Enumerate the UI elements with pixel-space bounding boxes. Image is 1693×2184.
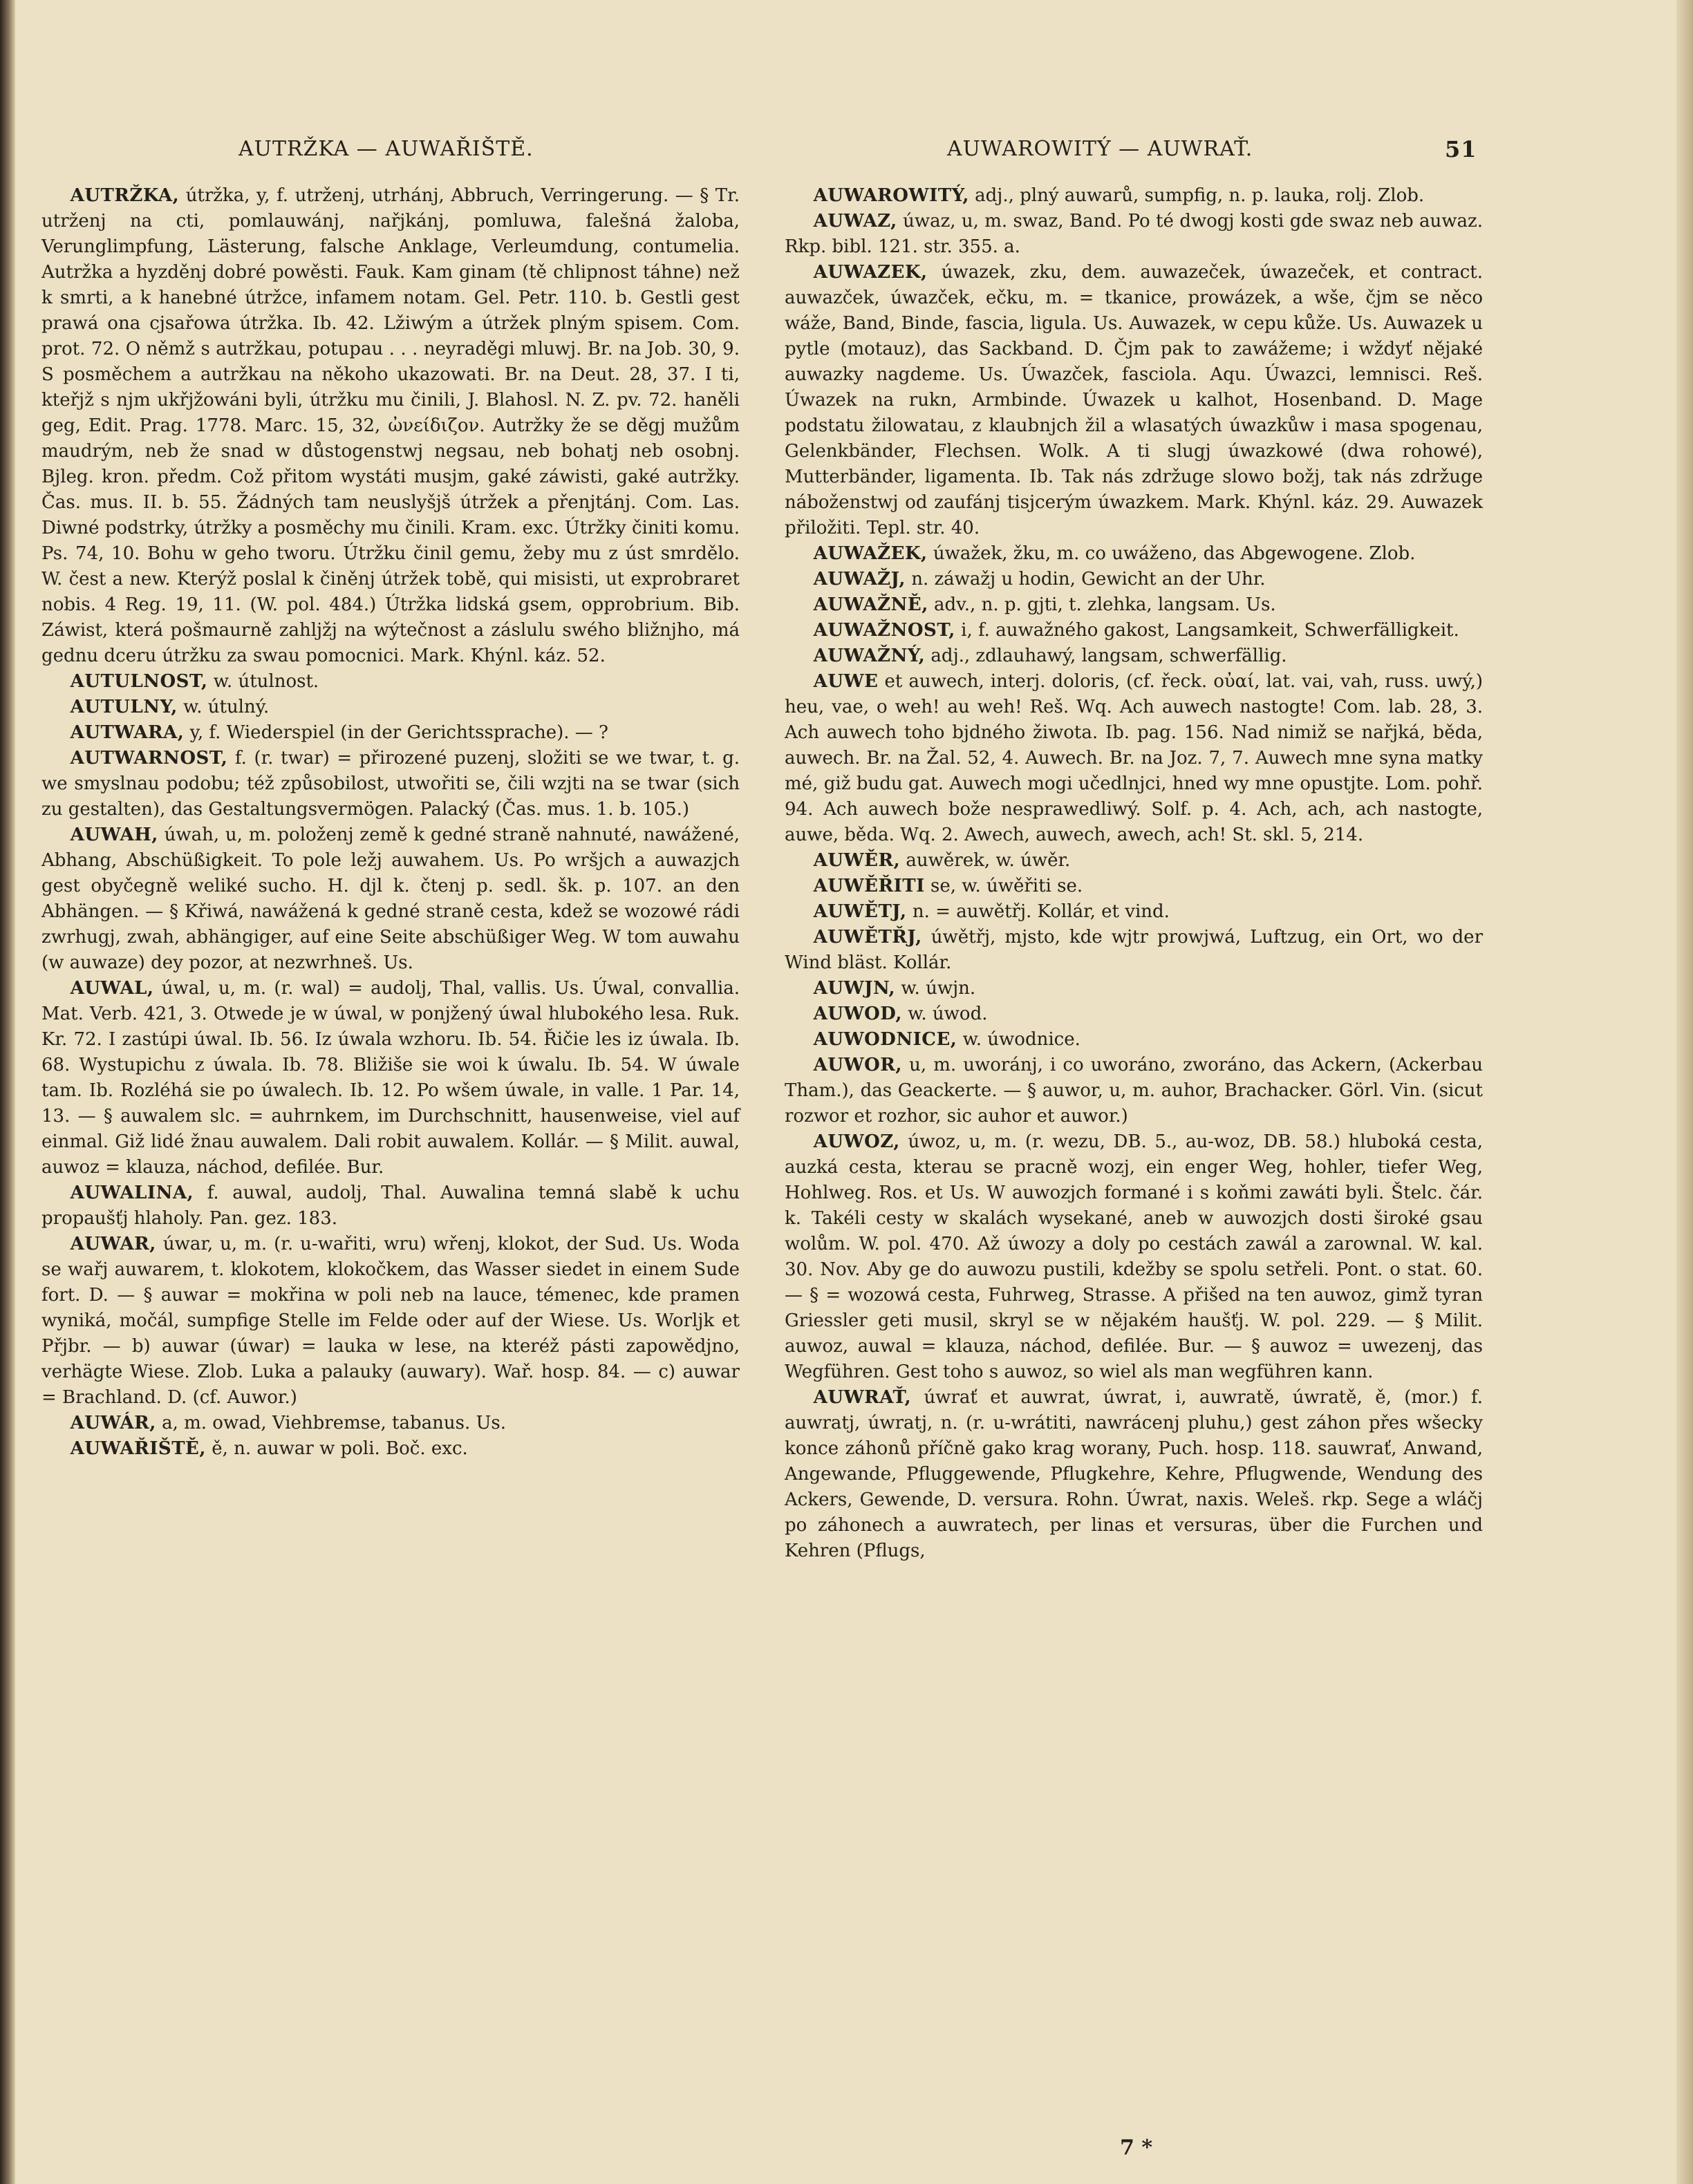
dictionary-entry <box>785 643 1483 669</box>
entry-text: úwar, u, m. (r. u-wařiti, wru) wřenj, klokot, der Sud. Us. Woda se wařj auwarem, t. klokotem, klokočkem, das Wasser siedet in einem Sude fort. D. — § auwar = mokřina w poli neb na lauce, témenec, kde pramen wyniká, močál, sumpfige Stelle im Felde oder auf der Wiese. Us. Worljk et Přjbr. — b) auwar (úwar) = lauka w lese, na kteréž pásti zapowědjno, verhägte Wiese. Zlob. Luka a palauky (auwary). Wař. hosp. 84. — c) auwar = Brachland. D. (cf. Auwor.) <box>41 1234 740 1408</box>
dictionary-entry <box>785 209 1483 260</box>
dictionary-entry <box>41 746 740 822</box>
entry-text: úwažek, žku, m. co uwáženo, das Abgewogene. Zlob. <box>933 543 1416 564</box>
right-column <box>785 183 1483 1564</box>
entry-text: úwrať et auwrat, úwrat, i, auwratě, úwratě, ě, (mor.) f. auwratj, úwratj, n. (r. u-wrátiti, nawrácenj pluhu,) gest záhon přes wšecky konce záhonů příčně gako krag worany, Puch. hosp. 118. sauwrať, Anwand, Angewande, Pfluggewende, Pflugkehre, Kehre, Pflugwende, Wendung des Ackers, Gewende, D. versura. Rohn. Úwrat, naxis. Weleš. rkp. Sege a wláčj po záhonech a auwratech, per linas et versuras, über die Furchen und Kehren (Pflugs, <box>785 1387 1484 1561</box>
headword: AUWOR, <box>813 1055 902 1075</box>
dictionary-entry <box>785 541 1483 567</box>
running-header-right: AUWAROWITÝ — AUWRAŤ. <box>947 137 1253 161</box>
headword: AUTWARA, <box>70 722 185 743</box>
dictionary-entry <box>41 1232 740 1411</box>
dictionary-entry <box>785 1129 1483 1385</box>
headword: AUWAL, <box>70 978 154 999</box>
headword: AUWAR, <box>70 1234 156 1254</box>
entry-text: adj., plný auwarů, sumpfig, n. p. lauka, rolj. Zlob. <box>975 185 1425 206</box>
entry-text: f. (r. twar) = přirozené puzenj, složiti se we twar, t. g. we smyslnau podobu; též způsobilost, utwořiti se, čili wzjti na se twar (sich zu gestalten), das Gestaltungsvermögen. Palacký (Čas. mus. 1. b. 105.) <box>41 748 740 820</box>
entry-text: úwětřj, mjsto, kde wjtr prowjwá, Luftzug, ein Ort, wo der Wind bläst. Kollár. <box>785 927 1483 973</box>
headword: AUWĚTJ, <box>813 901 907 922</box>
dictionary-entry <box>41 183 740 669</box>
dictionary-entry <box>785 1053 1483 1129</box>
headword: AUWODNICE, <box>813 1029 957 1050</box>
dictionary-entry <box>785 1385 1483 1564</box>
dictionary-entry <box>785 899 1483 925</box>
headword: AUWAROWITÝ, <box>813 185 969 206</box>
entry-text: úwoz, u, m. (r. wezu, DB. 5., au-woz, DB. 58.) hluboká cesta, auzká cesta, kterau se pracně wozj, ein enger Weg, hohler, tiefer Weg, Hohlweg. Ros. et Us. W auwozjch formané i s koňmi zawáti byli. Štelc. čár. k. Takéli cesty w skalách wysekané, aneb w auwozjch dosti široké gsau wolům. W. pol. 470. Až úwozy a doly po cestách zawál a zarownal. W. kal. 30. Nov. Aby ge do auwozu pustili, kdežby se spolu setřeli. Pont. o stat. 60. — § = wozowá cesta, Fuhrweg, Strasse. A přišed na ten auwoz, gimž tyran Griessler geti musil, skryl se w nějakém haušťj. W. pol. 229. — § Milit. auwoz, auwal = klauza, náchod, defilée. Bur. — § auwoz = uwezenj, das Wegführen. Gest toho s auwoz, so wiel als man wegführen kann. <box>785 1131 1483 1382</box>
dictionary-entry <box>41 669 740 695</box>
dictionary-entry <box>785 925 1483 976</box>
entry-text: úwah, u, m. položenj země k gedné straně nahnuté, nawážené, Abhang, Abschüßigkeit. To pole ležj auwahem. Us. Po wršjch a auwazjch gest obyčegně weliké sucho. H. djl k. čtenj p. sedl. šk. p. 107. an den Abhängen. — § Křiwá, nawážená k gedné straně cesta, kdež se wozowé rádi zwrhugj, zwah, abhängiger, auf eine Seite abschüßiger Weg. W tom auwahu (w auwaze) dey pozor, at nezwrhneš. Us. <box>41 825 740 973</box>
headword: AUWĚR, <box>813 850 901 871</box>
headword: AUWAŽJ, <box>813 569 906 590</box>
headword: AUTWARNOST, <box>70 748 228 769</box>
dictionary-entry <box>41 976 740 1180</box>
headword: AUWĚŘITI <box>813 876 925 896</box>
headword: AUWJN, <box>813 978 896 999</box>
dictionary-entry <box>785 1001 1483 1027</box>
headword: AUWÁR, <box>70 1413 156 1433</box>
dictionary-entry <box>41 1436 740 1462</box>
entry-text: w. útulnost. <box>213 671 319 692</box>
headword: AUWAŘIŠTĚ, <box>70 1438 206 1459</box>
signature-mark: 7 * <box>1120 2136 1153 2160</box>
entry-text: ě, n. auwar w poli. Boč. exc. <box>212 1438 468 1459</box>
entry-text: adv., n. p. gjti, t. zlehka, langsam. Us. <box>934 594 1276 615</box>
entry-text: se, w. úwěřiti se. <box>930 876 1083 896</box>
entry-text: y, f. Wiederspiel (in der Gerichtssprache). — ? <box>189 722 608 743</box>
entry-text: u, m. uworánj, i co uworáno, zworáno, das Ackern, (Ackerbau Tham.), das Geackerte. — § auwor, u, m. auhor, Brachacker. Görl. Vin. (sicut rozwor et rozhor, sic auhor et auwor.) <box>785 1055 1484 1127</box>
dictionary-entry <box>785 1027 1483 1053</box>
dictionary-entry <box>41 1411 740 1436</box>
entry-text: a, m. owad, Viehbremse, tabanus. Us. <box>162 1413 506 1433</box>
page-edge <box>1676 0 1693 2184</box>
running-header-left: AUTRŽKA — AUWAŘIŠTĚ. <box>238 137 534 161</box>
entry-text: úwazek, zku, dem. auwazeček, úwazeček, et contract. auwazček, úwazček, ečku, m. = tkanice, prowázek, a wše, čjm se něco wáže, Band, Binde, fascia, ligula. Us. Auwazek, w cepu kůže. Us. Auwazek u pytle (motauz), das Sackband. D. Čjm pak to zawážeme; i wždyť nějaké auwazky nagdeme. Us. Úwazček, fasciola. Aqu. Úwazci, lemnisci. Reš. Úwazek na rukn, Armbinde. Úwazek u kalhot, Hosenband. D. Mage podstatu žilowatau, z klaubnjch žil a wlasatých úwazkůw i masa spogenau, Gelenkbänder, Flechsen. Wolk. A ti slugj úwazkowé (dwa rohowé), Mutterbänder, ligamenta. Ib. Tak nás zdržuge slowo božj, tak nás zdržuge náboženstwj od zaufánj tisjcerým úwazkem. Mark. Khýnl. káz. 29. Auwazek přiložiti. Tepl. str. 40. <box>785 262 1483 538</box>
entry-text: adj., zdlauhawý, langsam, schwerfällig. <box>930 646 1287 666</box>
dictionary-entry <box>785 976 1483 1001</box>
dictionary-entry <box>785 567 1483 592</box>
entry-text: úwaz, u, m. swaz, Band. Po té dwogj kosti gde swaz neb auwaz. Rkp. bibl. 121. str. 355. a. <box>785 211 1483 257</box>
dictionary-entry <box>785 669 1483 848</box>
headword: AUWAŽNÝ, <box>813 646 926 666</box>
entry-text: w. úwodnice. <box>962 1029 1081 1050</box>
entry-text: n. = auwětřj. Kollár, et vind. <box>912 901 1170 922</box>
headword: AUWAH, <box>70 825 158 845</box>
entry-text: et auwech, interj. doloris, (cf. řeck. οὐαί, lat. vai, vah, russ. uwý,) heu, vae, o weh! au weh! Reš. Wq. Ach auwech nastogte! Com. lab. 28, 3. Ach auwech toho bjdného žiwota. Ib. pag. 156. Nad nimiž se nařjká, běda, auwech. Br. na Žal. 52, 4. Auwech. Br. na Joz. 7, 7. Auwech mne syna matky mé, giž budu gat. Auwech mogi učedlnjci, hned wy mne opustjte. Lom. pohř. 94. Ach auwech bože nesprawedliwý. Solf. p. 4. Ach, ach, ach nastogte, auwe, běda. Wq. 2. Awech, auwech, awech, ach! St. skl. 5, 214. <box>785 671 1483 845</box>
dictionary-entry <box>785 592 1483 618</box>
entry-text: auwěrek, w. úwěr. <box>906 850 1071 871</box>
headword: AUWAZ, <box>813 211 897 232</box>
entry-text: n. záwažj u hodin, Gewicht an der Uhr. <box>911 569 1266 590</box>
headword: AUTRŽKA, <box>70 185 180 206</box>
page-number: 51 <box>1445 136 1477 162</box>
dictionary-entry <box>41 1180 740 1232</box>
entry-text: w. útulný. <box>183 697 270 717</box>
headword: AUTULNOST, <box>70 671 208 692</box>
book-gutter <box>0 0 15 2184</box>
entry-text: úwal, u, m. (r. wal) = audolj, Thal, vallis. Us. Úwal, convallia. Mat. Verb. 421, 3. Otwede je w úwal, w ponjžený úwal hlubokého lesa. Ruk. Kr. 72. I zastúpi úwal. Ib. 56. Iz úwala wzhoru. Ib. 54. Řičie les iz úwala. Ib. 68. Wystupichu z úwala. Ib. 78. Bližiše sie woi k úwalu. Ib. 54. W úwale tam. Ib. Rozléhá sie po úwalech. Ib. 12. Po wšem úwale, in valle. 1 Par. 14, 13. — § auwalem slc. = auhrnkem, im Durchschnitt, hausenweise, viel auf einmal. Giž lidé žnau auwalem. Dali robit auwalem. Kollár. — § Milit. auwal, auwoz = klauza, náchod, defilée. Bur. <box>41 978 740 1178</box>
entry-text: w. úwod. <box>908 1004 988 1024</box>
dictionary-entry <box>785 260 1483 541</box>
headword: AUWRAŤ, <box>813 1387 912 1408</box>
headword: AUTULNY, <box>70 697 178 717</box>
headword: AUWAŽNOST, <box>813 620 955 641</box>
headword: AUWĚTŘJ, <box>813 927 922 948</box>
entry-text: f. auwal, audolj, Thal. Auwalina temná slabě k uchu propaušťj hlaholy. Pan. gez. 183. <box>41 1183 740 1229</box>
dictionary-entry <box>785 183 1483 209</box>
entry-text: w. úwjn. <box>901 978 976 999</box>
dictionary-entry <box>41 695 740 720</box>
dictionary-entry <box>785 618 1483 643</box>
dictionary-entry <box>785 848 1483 874</box>
dictionary-entry <box>41 822 740 976</box>
headword: AUWE <box>813 671 879 692</box>
headword: AUWAZEK, <box>813 262 928 283</box>
headword: AUWALINA, <box>70 1183 194 1203</box>
headword: AUWOD, <box>813 1004 902 1024</box>
dictionary-entry <box>41 720 740 746</box>
entry-text: i, f. auwažného gakost, Langsamkeit, Schwerfälligkeit. <box>961 620 1459 641</box>
headword: AUWOZ, <box>813 1131 900 1152</box>
left-column <box>41 183 740 1462</box>
headword: AUWAŽEK, <box>813 543 928 564</box>
dictionary-entry <box>785 874 1483 899</box>
headword: AUWAŽNĚ, <box>813 594 928 615</box>
entry-text: útržka, y, f. utrženj, utrhánj, Abbruch, Verringerung. — § Tr. utrženj na cti, pomlauwánj, nařjkánj, pomluwa, falešná žaloba, Verunglimpfung, Lästerung, falsche Anklage, Verleumdung, contumelia. Autržka a hyzděnj dobré powěsti. Fauk. Kam ginam (tě chlipnost táhne) než k smrti, a k hanebné útržce, infamem notam. Gel. Petr. 110. b. Gestli gest prawá ona cjsařowa útržka. Ib. 42. Lžiwým a útržek plným spisem. Com. prot. 72. O němž s autržkau, potupau . . . neyraděgi mluwj. Br. na Job. 30, 9. S posměchem a autržkau na někoho ukazowati. Br. na Deut. 28, 37. I ti, kteřjž s njm ukřjžowáni byli, útržku mu činili, J. Blahosl. N. Z. pv. 72. haněli geg, Edit. Prag. 1778. Marc. 15, 32, ὠνείδιζον. Autržky že se děgj mužům maudrým, neb že snad w důstogenstwj negsau, neb bohatj neb osobnj. Bjleg. kron. předm. Což přitom wystáti musjm, gaké záwisti, gaké autržky. Čas. mus. II. b. 55. Žádných tam neuslyšjš útržek a přenjtánj. Com. Las. Diwné podstrky, útržky a posměchy mu činili. Kram. exc. Útržky činiti komu. Ps. 74, 10. Bohu w geho tworu. Útržku činil gemu, žeby mu z úst smrdělo. W. čest a new. Kterýž poslal k činěnj útržek tobě, qui misisti, ut exprobraret nobis. 4 Reg. 19, 11. (W. pol. 484.) Útržka lidská gsem, opprobrium. Bib. Záwist, která pošmaurně zahljžj na wýtečnost a záslulu swého bližnjho, má gednu dceru útržku za swau pomocnici. Mark. Khýnl. káz. 52. <box>41 185 740 666</box>
